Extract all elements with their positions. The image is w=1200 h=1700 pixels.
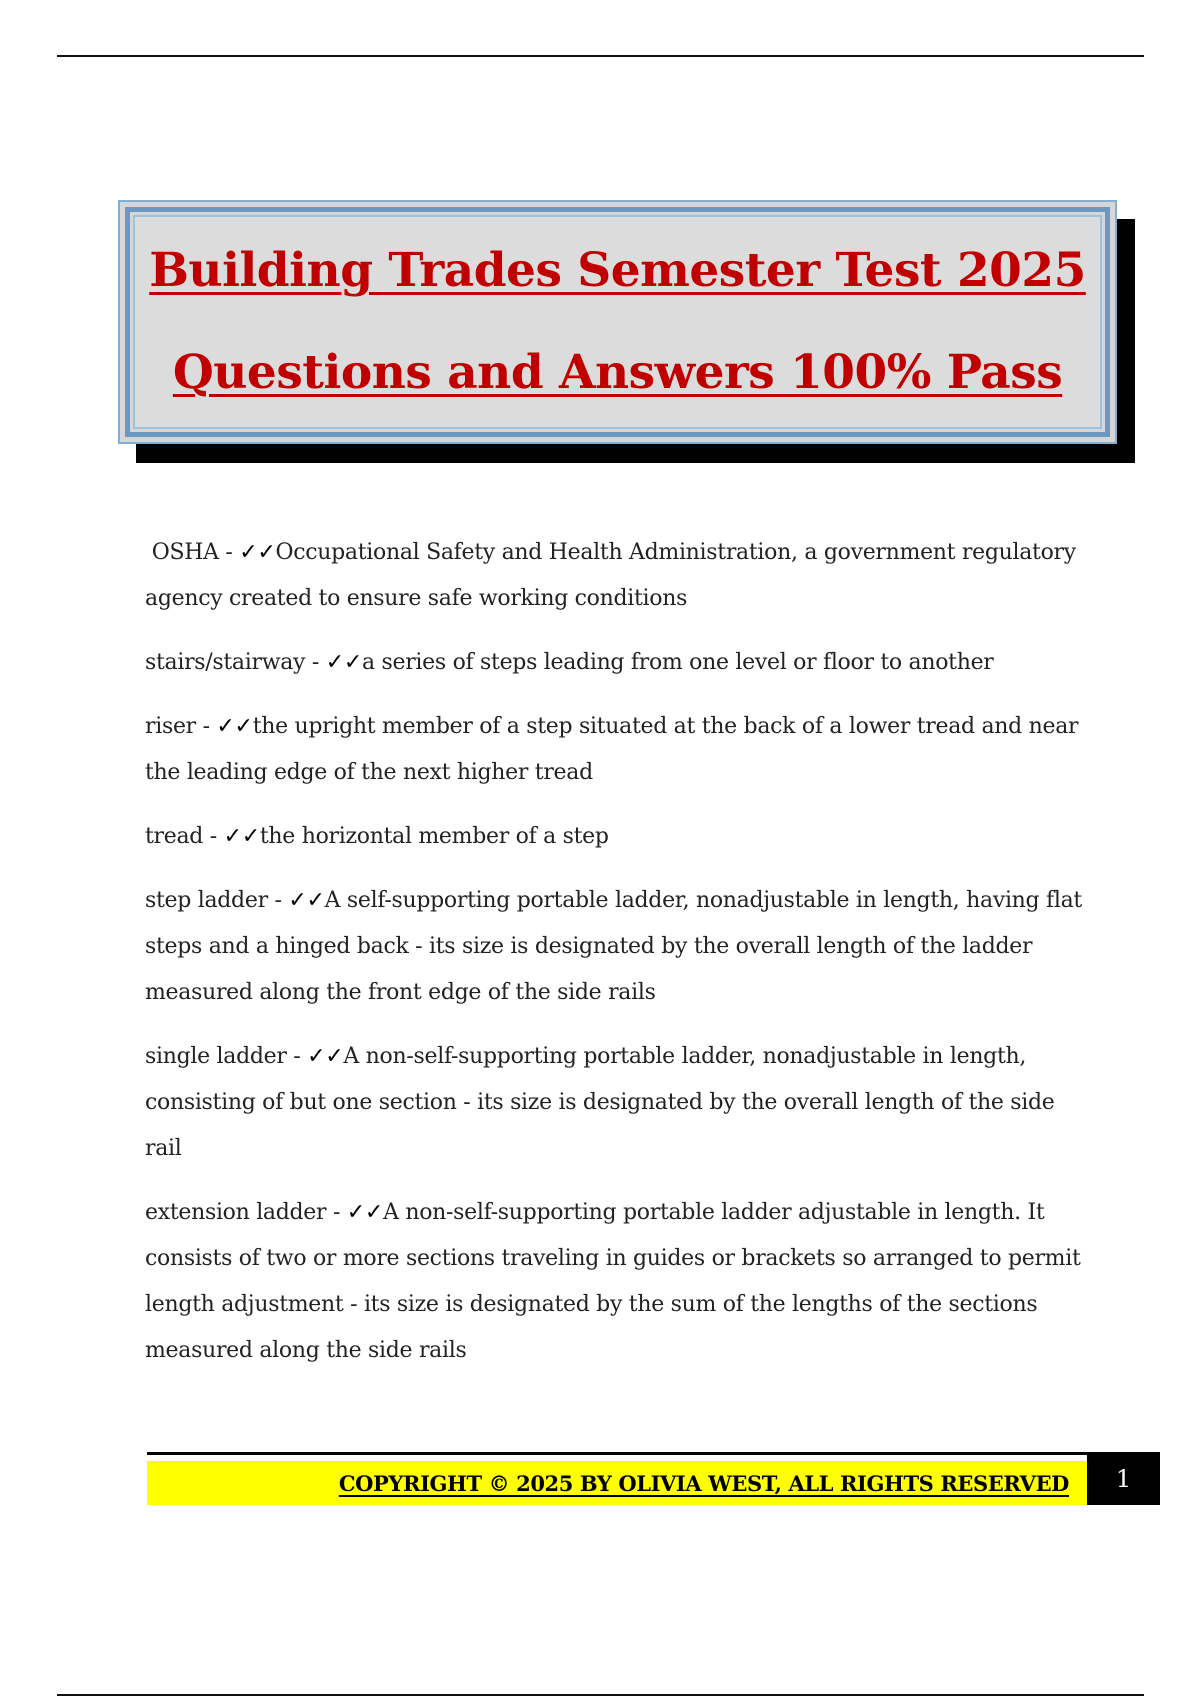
top-rule: [57, 55, 1144, 57]
entry-definition: the horizontal member of a step: [259, 824, 609, 849]
title-line-1: Building Trades Semester Test 2025: [149, 243, 1086, 298]
glossary-content: [145, 530, 1095, 1392]
entry-term: OSHA: [151, 540, 219, 565]
entry-term: extension ladder: [145, 1200, 327, 1225]
double-check-icon: ✓✓: [325, 650, 362, 675]
glossary-entry: step ladder - ✓✓A self-supporting portable ladder, nonadjustable in length, having flat steps and a hinged back - its size is designated by the overall length of the ladder measured along the front edge of the side rails: [145, 888, 1082, 1005]
title-box: [118, 200, 1117, 444]
entry-term: tread: [145, 824, 204, 849]
title-box-frame: [125, 207, 1110, 437]
entry-definition: the upright member of a step situated at the back of a lower tread and near the leading edge of the next higher tread: [145, 714, 1079, 785]
entry-definition: A non-self-supporting portable ladder, nonadjustable in length, consisting of but one section - its size is designated by the overall length of the side rail: [145, 1044, 1055, 1161]
title-line-2: Questions and Answers 100% Pass: [172, 345, 1063, 400]
entry-definition: Occupational Safety and Health Administration, a government regulatory agency created to ensure safe working conditions: [145, 540, 1076, 611]
entry-term: step ladder: [145, 888, 268, 913]
glossary-entry: single ladder - ✓✓A non-self-supporting portable ladder, nonadjustable in length, consisting of but one section - its size is designated by the overall length of the side rail: [145, 1044, 1055, 1161]
page-number: 1: [1115, 1464, 1132, 1493]
double-check-icon: ✓✓: [346, 1200, 384, 1225]
entry-definition: A non-self-supporting portable ladder adjustable in length. It consists of two or more sections traveling in guides or brackets so arranged to permit length adjustment - its size is designated by the sum of the lengths of the sections measured along the side rails: [145, 1200, 1081, 1363]
glossary-entry: extension ladder - ✓✓A non-self-supporting portable ladder adjustable in length. It consists of two or more sections traveling in guides or brackets so arranged to permit length adjustment - its size is designated by the sum of the lengths of the sections measured along the side rails: [145, 1200, 1081, 1363]
glossary-entry: riser - ✓✓the upright member of a step situated at the back of a lower tread and near the leading edge of the next higher tread: [145, 714, 1079, 785]
double-check-icon: ✓✓: [223, 824, 260, 849]
footer-rule: [147, 1452, 1087, 1455]
double-check-icon: ✓✓: [239, 540, 276, 565]
glossary-entry: OSHA - ✓✓Occupational Safety and Health Administration, a government regulatory agency created to ensure safe working conditions: [145, 540, 1076, 611]
entry-definition: a series of steps leading from one level or floor to another: [362, 650, 994, 675]
double-check-icon: ✓✓: [288, 888, 325, 913]
double-check-icon: ✓✓: [216, 714, 253, 739]
title-box-inner: [133, 215, 1102, 429]
entry-definition: A self-supporting portable ladder, nonadjustable in length, having flat steps and a hinged back - its size is designated by the overall length of the ladder measured along the front edge of the side rails: [145, 888, 1082, 1005]
double-check-icon: ✓✓: [307, 1044, 344, 1069]
glossary-entry: stairs/stairway - ✓✓a series of steps leading from one level or floor to another: [145, 650, 994, 675]
glossary-entry: tread - ✓✓the horizontal member of a step: [145, 824, 609, 849]
copyright-notice: COPYRIGHT © 2025 BY OLIVIA WEST, ALL RIGHTS RESERVED: [338, 1470, 1069, 1496]
footer-copyright-band: [147, 1461, 1087, 1505]
entry-term: stairs/stairway: [145, 650, 306, 675]
entry-term: riser: [145, 714, 196, 739]
bottom-rule: [57, 1694, 1144, 1696]
page-number-box: [1087, 1452, 1160, 1505]
entry-term: single ladder: [145, 1044, 287, 1069]
